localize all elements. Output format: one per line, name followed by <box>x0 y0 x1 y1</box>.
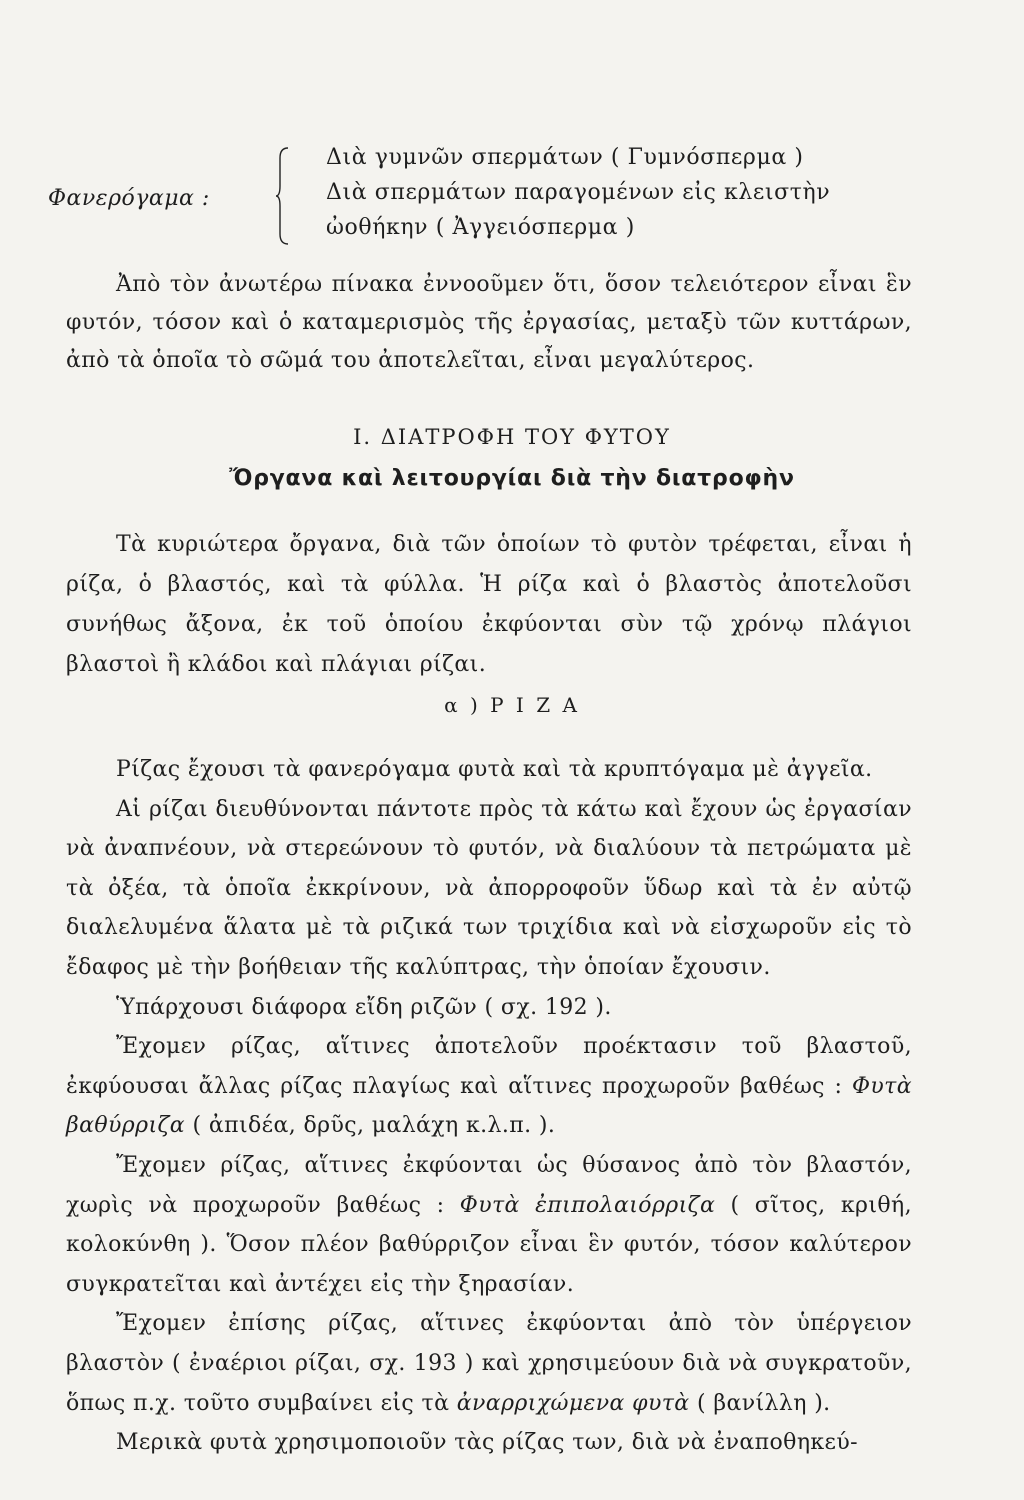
paragraph <box>66 1146 912 1304</box>
text-run: Ἔχομεν ρίζας, αἵτινες ἐκφύονται ὡς θύσανος ἀπὸ τὸν βλαστόν, χωρὶς νὰ προχωροῦν βαθέως : <box>66 1152 912 1218</box>
paragraph <box>66 1304 912 1423</box>
subheading: Ὄργανα καὶ λειτουργίαι διὰ τὴν διατροφὴν <box>229 466 795 491</box>
section-heading: Ι. ΔΙΑΤΡΟΦΗ ΤΟΥ ΦΥΤΟΥ <box>353 425 671 449</box>
paragraph <box>66 1027 912 1146</box>
text-run: Ἔχομεν ρίζας, αἵτινες ἀποτελοῦν προέκτασιν τοῦ βλαστοῦ, ἐκφύουσαι ἄλλας ρίζας πλαγίως καὶ αἵτινες προχωροῦν βαθέως : <box>66 1034 912 1099</box>
classification-item: Διὰ σπερμάτων παραγομένων εἰς κλειστὴν <box>326 180 831 205</box>
italic-term: Φυτὰ βαθύρριζα <box>66 1073 912 1139</box>
text-run: ( ἀπιδέα, δρῦς, μαλάχη κ.λ.π. ). <box>192 1113 556 1139</box>
curly-brace-icon <box>276 146 290 246</box>
paragraph: Ρίζας ἔχουσι τὰ φανερόγαμα φυτὰ καὶ τὰ κρυπτόγαμα μὲ ἀγγεῖα. <box>116 757 873 782</box>
text-run: ( σῖτος, κριθή, κολοκύνθη ). Ὅσον πλέον βαθύρριζον εἶναι ἓν φυτόν, τόσον καλύτερον συγκρατεῖται καὶ ἀντέχει εἰς τὴν ξηρασίαν. <box>66 1192 912 1297</box>
riza-heading: α ) Ρ Ι Ζ Α <box>444 693 580 717</box>
classification-items <box>326 140 830 245</box>
classification-item: Διὰ γυμνῶν σπερμάτων ( Γυμνόσπερμα ) <box>326 145 804 170</box>
italic-term: ἀναρριχώμενα φυτὰ <box>456 1390 690 1416</box>
text-run: ( βανίλλη ). <box>696 1390 831 1416</box>
organs-paragraph: Τὰ κυριώτερα ὄργανα, διὰ τῶν ὁποίων τὸ φυτὸν τρέφεται, εἶναι ἡ ρίζα, ὁ βλαστός, καὶ τὰ φύλλα. Ἡ ρίζα καὶ ὁ βλαστὸς ἀποτελοῦσι συνήθως ἄξονα, ἐκ τοῦ ὁποίου ἐκφύονται σὺν τῷ χρόνῳ πλάγιοι βλαστοὶ ἢ κλάδοι καὶ πλάγιαι ρίζαι. <box>66 532 912 677</box>
italic-term: Φυτὰ ἐπιπολαιόρριζα <box>459 1192 716 1218</box>
classification-label: Φανερόγαμα : <box>48 186 210 211</box>
paragraph: Αἱ ρίζαι διευθύνονται πάντοτε πρὸς τὰ κάτω καὶ ἔχουν ὡς ἐργασίαν νὰ ἀναπνέουν, νὰ στερεώνουν τὸ φυτόν, νὰ διαλύουν τὰ πετρώματα μὲ τὰ ὀξέα, τὰ ὁποῖα ἐκκρίνουν, νὰ ἀπορροφοῦν ὕδωρ καὶ τὰ ἐν αὐτῷ διαλελυμένα ἅλατα μὲ τὰ ριζικά των τριχίδια καὶ νὰ εἰσχωροῦν εἰς τὸ ἔδαφος μὲ τὴν βοήθειαν τῆς καλύπτρας, τὴν ὁποίαν ἔχουσιν. <box>66 796 912 980</box>
riza-section <box>66 750 912 1463</box>
paragraph: Μερικὰ φυτὰ χρησιμοποιοῦν τὰς ρίζας των, διὰ νὰ ἐναποθηκεύ- <box>116 1430 858 1456</box>
classification-item: ὠοθήκην ( Ἀγγειόσπερμα ) <box>326 215 635 240</box>
classification-table <box>48 140 948 250</box>
paragraph: Ὑπάρχουσι διάφορα εἴδη ριζῶν ( σχ. 192 ). <box>116 994 612 1020</box>
intro-paragraph: Ἀπὸ τὸν ἀνωτέρω πίνακα ἐννοοῦμεν ὅτι, ὅσον τελειότερον εἶναι ἓν φυτόν, τόσον καὶ ὁ καταμερισμὸς τῆς ἐργασίας, μεταξὺ τῶν κυττάρων, ἀπὸ τὰ ὁποῖα τὸ σῶμά του ἀποτελεῖται, εἶναι μεγαλύτερος. <box>66 272 912 373</box>
text-run: Ἔχομεν ἐπίσης ρίζας, αἵτινες ἐκφύονται ἀπὸ τὸν ὑπέργειον βλαστὸν ( ἐναέριοι ρίζαι, σχ. 193 ) καὶ χρησιμεύουν διὰ νὰ συγκρατοῦν, ὅπως π.χ. τοῦτο συμβαίνει εἰς τὰ <box>66 1311 912 1416</box>
